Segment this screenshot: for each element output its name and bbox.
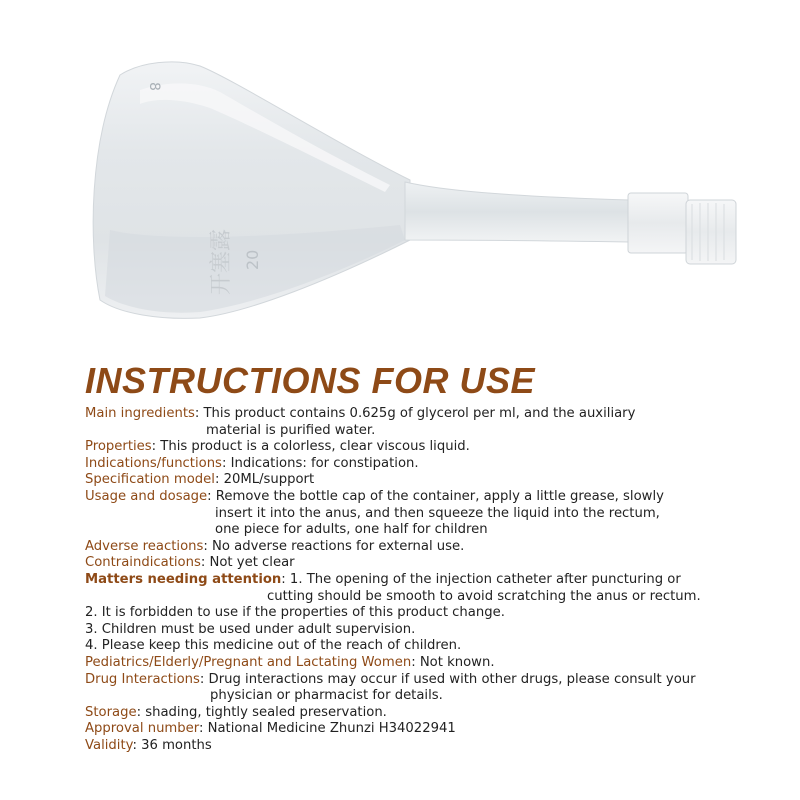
bottle-cap (686, 200, 736, 264)
entry-pediatrics (85, 655, 765, 672)
entry-continuation: one piece for adults, one half for children (215, 522, 488, 538)
entry-storage (85, 705, 765, 722)
entry-adverse (85, 539, 765, 556)
entry-text: : Not yet clear (200, 555, 295, 571)
entry-text: : 36 months (132, 737, 212, 753)
entry-text: : Indications: for constipation. (221, 455, 419, 471)
entry-label: Matters needing attention (85, 571, 282, 587)
entry-label: Drug Interactions (85, 671, 200, 687)
entry-continuation: insert it into the anus, and then squeeze the liquid into the rectum, (215, 505, 660, 521)
entry-properties (85, 439, 765, 456)
entry-label: Validity (85, 737, 133, 753)
matters-item-2: 2. It is forbidden to use if the properties of this product change. (85, 605, 505, 621)
enema-bottle-illustration (0, 0, 800, 360)
entry-indications (85, 456, 765, 473)
bottle-neck (405, 182, 630, 242)
entry-drug-interactions (85, 672, 765, 689)
entry-label: Storage (85, 704, 137, 720)
entry-text: : 1. The opening of the injection catheter after puncturing or (281, 571, 681, 587)
entry-approval (85, 721, 765, 738)
bottle-side-chars: 开塞露 (209, 228, 234, 295)
entry-text: : Remove the bottle cap of the container, apply a little grease, slowly (207, 488, 664, 504)
entry-text: : National Medicine Zhunzi H34022941 (198, 721, 456, 737)
entry-continuation: cutting should be smooth to avoid scratching the anus or rectum. (267, 588, 701, 604)
instructions-list (85, 406, 765, 754)
entry-validity (85, 738, 765, 755)
page-title: INSTRUCTIONS FOR USE (85, 360, 536, 401)
entry-label: Main ingredients (85, 406, 195, 421)
entry-specification (85, 472, 765, 489)
entry-text: : shading, tightly sealed preservation. (136, 704, 387, 720)
entry-text: : This product is a colorless, clear viscous liquid. (151, 439, 470, 455)
entry-label: Usage and dosage (85, 488, 208, 504)
bottle-side-digits: 20 (243, 249, 262, 270)
entry-text: : No adverse reactions for external use. (203, 538, 465, 554)
entry-label: Pediatrics/Elderly/Pregnant and Lactating Women (85, 654, 412, 670)
entry-continuation: material is purified water. (206, 422, 376, 438)
entry-contraindications (85, 555, 765, 572)
entry-label: Properties (85, 439, 152, 455)
bottle-collar (628, 193, 688, 253)
matters-item-4: 4. Please keep this medicine out of the reach of children. (85, 638, 462, 654)
matters-item-3: 3. Children must be used under adult supervision. (85, 621, 416, 637)
entry-text: : Not known. (411, 654, 495, 670)
entry-usage (85, 489, 765, 506)
entry-continuation: physician or pharmacist for details. (210, 688, 443, 704)
entry-text: : 20ML/support (214, 472, 315, 488)
entry-text: : This product contains 0.625g of glycerol per ml, and the auxiliary (194, 406, 636, 421)
bottle-top-mark: 8 (146, 82, 162, 91)
entry-matters (85, 572, 765, 589)
entry-label: Specification model (85, 472, 215, 488)
product-image (0, 0, 800, 360)
entry-label: Adverse reactions (85, 538, 204, 554)
entry-label: Contraindications (85, 555, 201, 571)
entry-main-ingredients (85, 406, 765, 423)
entry-label: Approval number (85, 721, 199, 737)
entry-text: : Drug interactions may occur if used with other drugs, please consult your (199, 671, 696, 687)
entry-label: Indications/functions (85, 455, 222, 471)
